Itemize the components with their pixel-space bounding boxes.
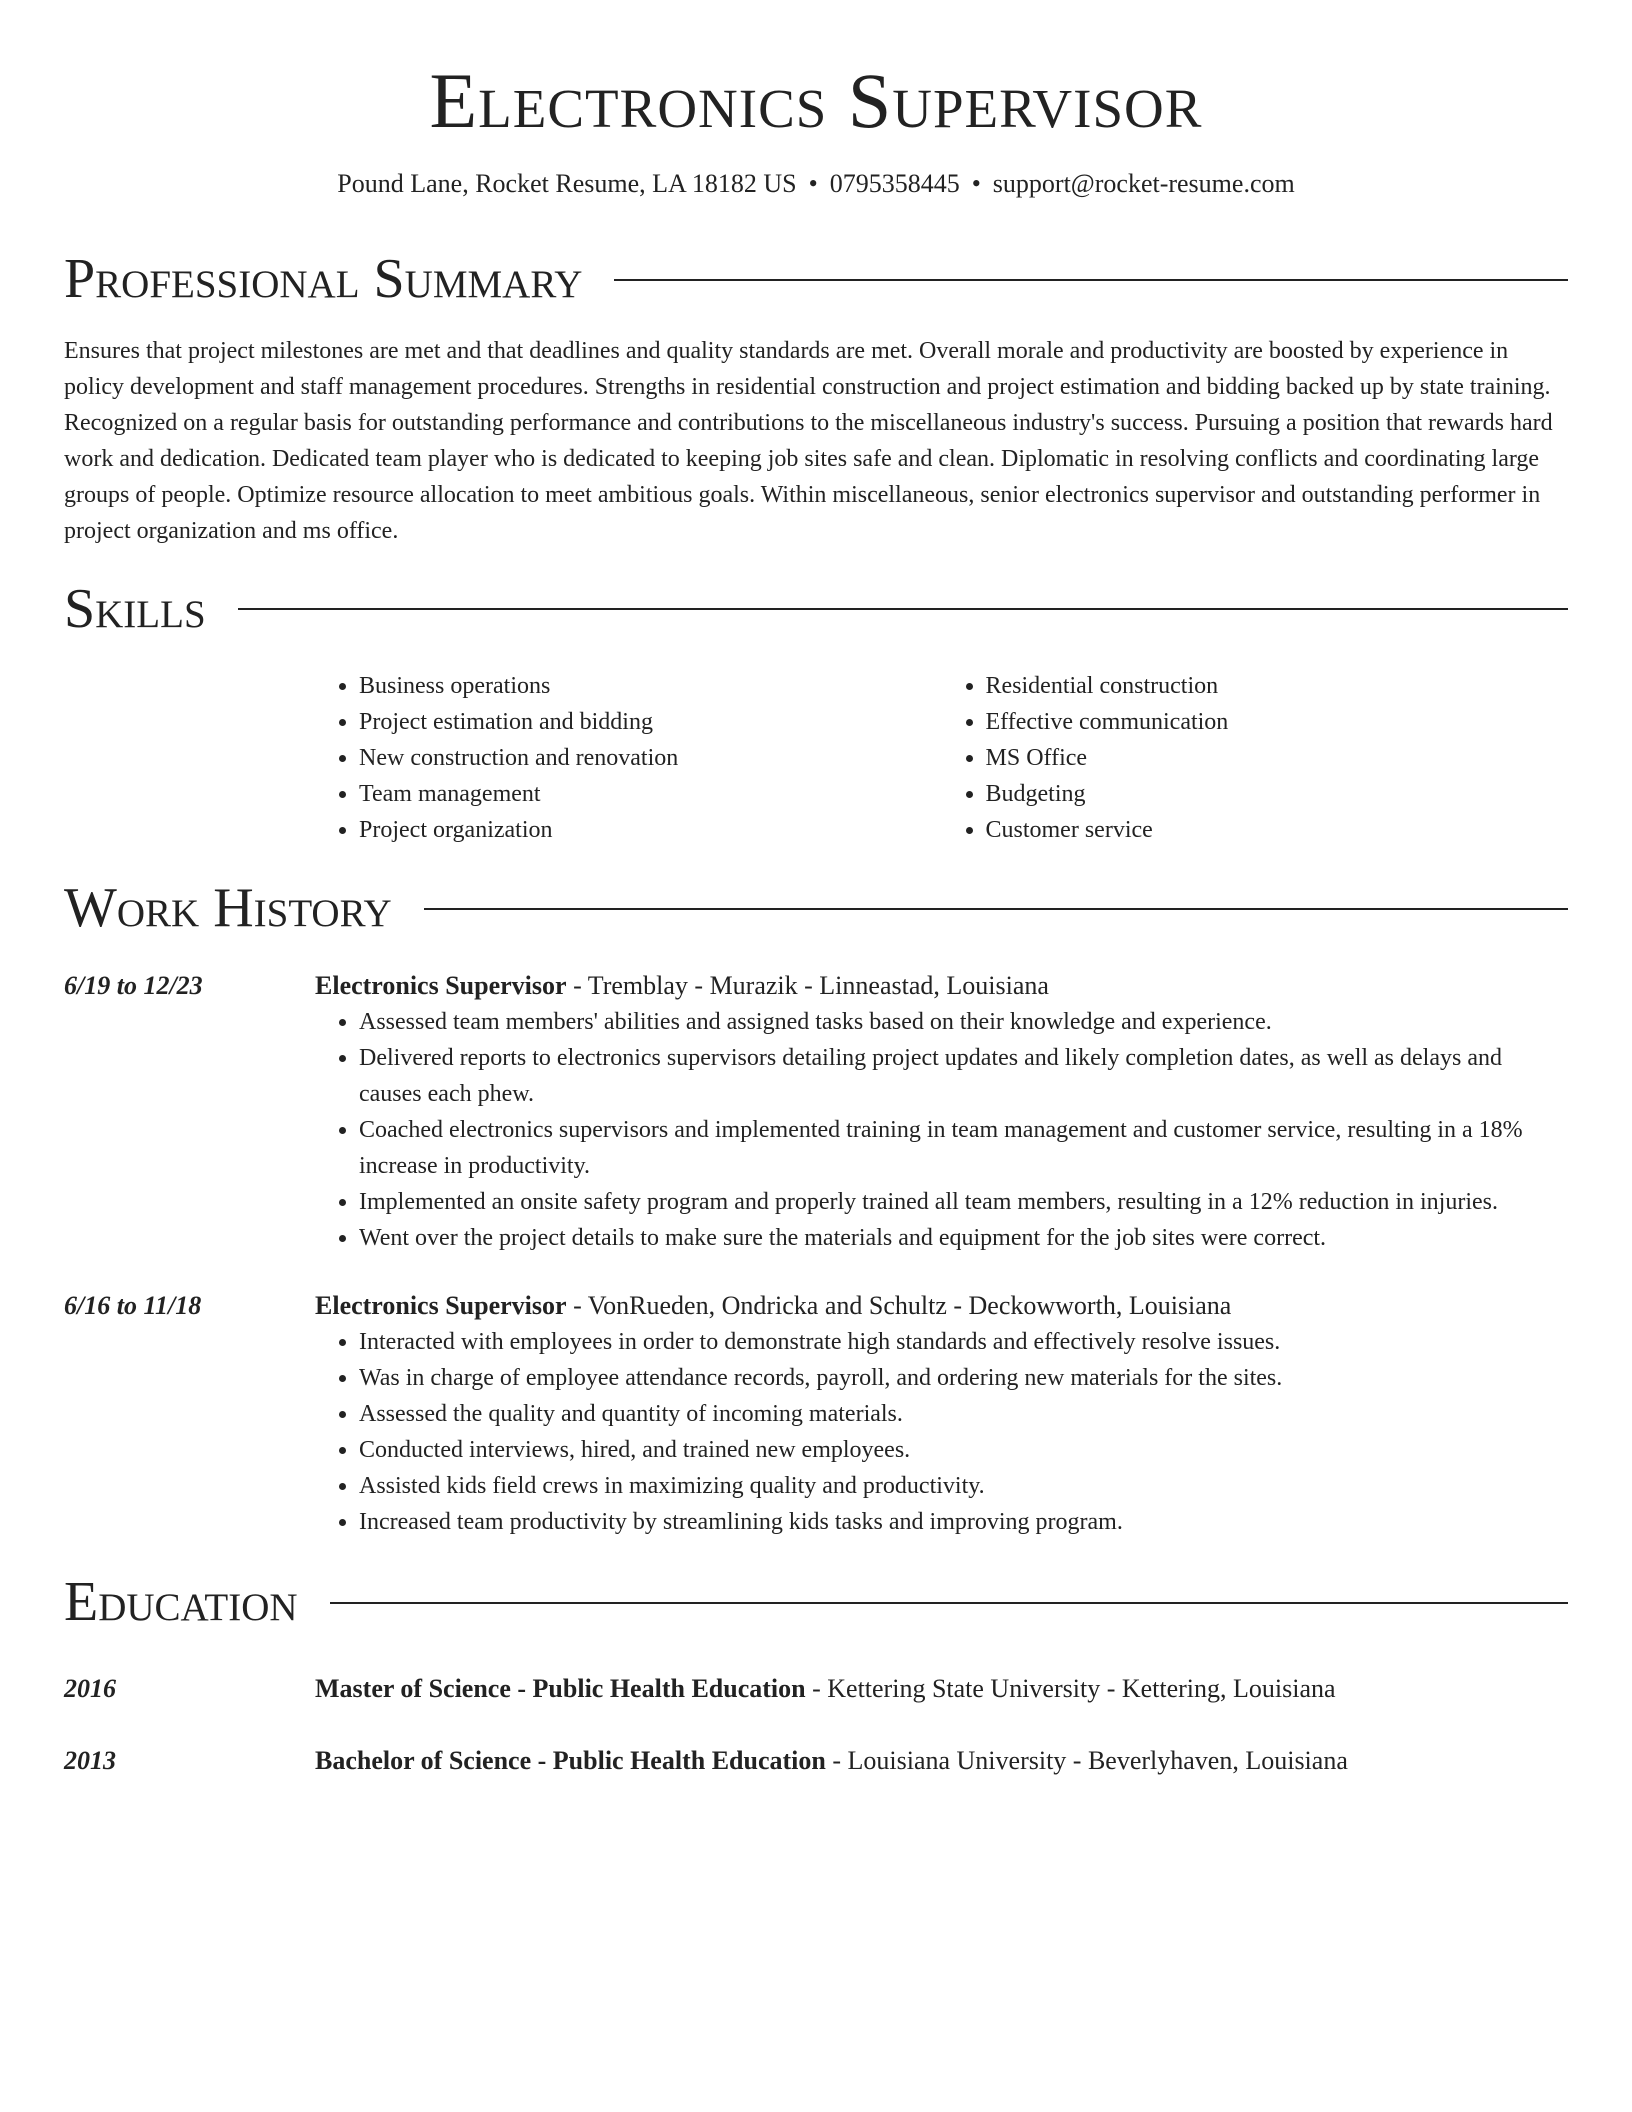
contact-line — [64, 168, 1568, 199]
job-bullet: • Coached electronics supervisors and implemented training in team management and customer service, resulting in a 18% increase in productivity. — [359, 1112, 1568, 1184]
education-header — [64, 1572, 1568, 1634]
skill-item: • Team management — [359, 776, 942, 812]
summary-title: Professional Summary — [64, 247, 583, 310]
section-divider — [424, 908, 1568, 910]
skill-item: • Effective communication — [986, 704, 1569, 740]
job-bullet: • Increased team productivity by streamlining kids tasks and improving program. — [359, 1504, 1568, 1540]
summary-text: Ensures that project milestones are met and that deadlines and quality standards are met. Overall morale and productivity are boosted by experience in policy development and staff management procedures. Strengths in residential construction and project estimation and bidding backed up by state training. Recognized on a regular basis for outstanding performance and contributions to the miscellaneous industry's success. Pursuing a position that rewards hard work and dedication. Dedicated team player who is dedicated to keeping job sites safe and clean. Diplomatic in resolving conflicts and coordinating large groups of people. Optimize resource allocation to meet ambitious goals. Within miscellaneous, senior electronics supervisor and outstanding performer in project organization and ms office. — [64, 337, 1553, 544]
skills-list-right — [942, 668, 1569, 848]
education-line — [315, 1671, 1568, 1707]
resume-name: Electronics Supervisor — [429, 57, 1203, 144]
education-details: - Louisiana University - Beverlyhaven, Louisiana — [825, 1746, 1348, 1776]
job-entry — [64, 1288, 1568, 1540]
skill-item: • Business operations — [359, 668, 942, 704]
education-year: 2016 — [64, 1674, 116, 1704]
education-title: Education — [64, 1570, 298, 1633]
job-title-line — [315, 968, 1568, 1004]
skill-item: • Budgeting — [986, 776, 1569, 812]
job-role: Electronics Supervisor — [315, 970, 567, 1000]
education-degree: Bachelor of Science - Public Health Education — [315, 1746, 826, 1776]
job-bullets — [315, 1324, 1568, 1540]
job-role: Electronics Supervisor — [315, 1290, 567, 1320]
skills-grid — [315, 668, 1568, 848]
job-dates: 6/19 to 12/23 — [64, 970, 203, 1000]
job-bullet: • Assessed team members' abilities and assigned tasks based on their knowledge and experience. — [359, 1004, 1568, 1040]
job-bullet: • Assessed the quality and quantity of incoming materials. — [359, 1396, 1568, 1432]
education-section — [64, 1572, 1568, 1780]
job-dates: 6/16 to 11/18 — [64, 1290, 202, 1320]
job-bullet: • Conducted interviews, hired, and trained new employees. — [359, 1432, 1568, 1468]
job-bullet: • Delivered reports to electronics supervisors detailing project updates and likely completion dates, as well as delays and causes each phew. — [359, 1040, 1568, 1112]
job-entry — [64, 968, 1568, 1256]
education-entry — [64, 1671, 1568, 1707]
skill-item: • Project organization — [359, 812, 942, 848]
skill-item: • MS Office — [986, 740, 1569, 776]
work-history-title: Work History — [64, 877, 392, 940]
skill-item: • Residential construction — [986, 668, 1569, 704]
skills-section — [64, 579, 1568, 849]
skill-item: • Project estimation and bidding — [359, 704, 942, 740]
education-entry — [64, 1743, 1568, 1779]
summary-header — [64, 249, 1568, 311]
section-divider — [238, 608, 1568, 610]
job-bullet: • Assisted kids field crews in maximizing quality and productivity. — [359, 1468, 1568, 1504]
job-title-line — [315, 1288, 1568, 1324]
job-body — [315, 1288, 1568, 1540]
contact-email: support@rocket-resume.com — [992, 168, 1295, 198]
section-divider — [614, 279, 1568, 281]
skill-item: • Customer service — [986, 812, 1569, 848]
skills-title: Skills — [64, 577, 206, 640]
education-line — [315, 1743, 1568, 1779]
job-details: - VonRueden, Ondricka and Schultz - Deckowworth, Louisiana — [566, 1290, 1232, 1320]
education-year: 2013 — [64, 1746, 116, 1776]
skills-header — [64, 579, 1568, 641]
job-bullet: • Interacted with employees in order to demonstrate high standards and effectively resolve issues. — [359, 1324, 1568, 1360]
summary-section — [64, 249, 1568, 549]
education-details: - Kettering State University - Kettering, Louisiana — [805, 1674, 1336, 1704]
contact-phone: 0795358445 — [829, 168, 960, 198]
skill-item: • New construction and renovation — [359, 740, 942, 776]
education-degree: Master of Science - Public Health Education — [315, 1674, 806, 1704]
skills-list-left — [315, 668, 942, 848]
section-divider — [330, 1602, 1568, 1604]
job-bullet: • Was in charge of employee attendance records, payroll, and ordering new materials for the sites. — [359, 1360, 1568, 1396]
job-bullet: • Went over the project details to make sure the materials and equipment for the job sites were correct. — [359, 1220, 1568, 1256]
job-body — [315, 968, 1568, 1256]
contact-separator: • — [971, 168, 981, 198]
job-details: - Tremblay - Murazik - Linneastad, Louisiana — [566, 970, 1049, 1000]
contact-address: Pound Lane, Rocket Resume, LA 18182 US — [337, 168, 797, 198]
work-history-section — [64, 878, 1568, 1540]
job-bullet: • Implemented an onsite safety program and properly trained all team members, resulting in a 12% reduction in injuries. — [359, 1184, 1568, 1220]
contact-separator: • — [808, 168, 818, 198]
work-history-header — [64, 878, 1568, 940]
job-bullets — [315, 1004, 1568, 1256]
